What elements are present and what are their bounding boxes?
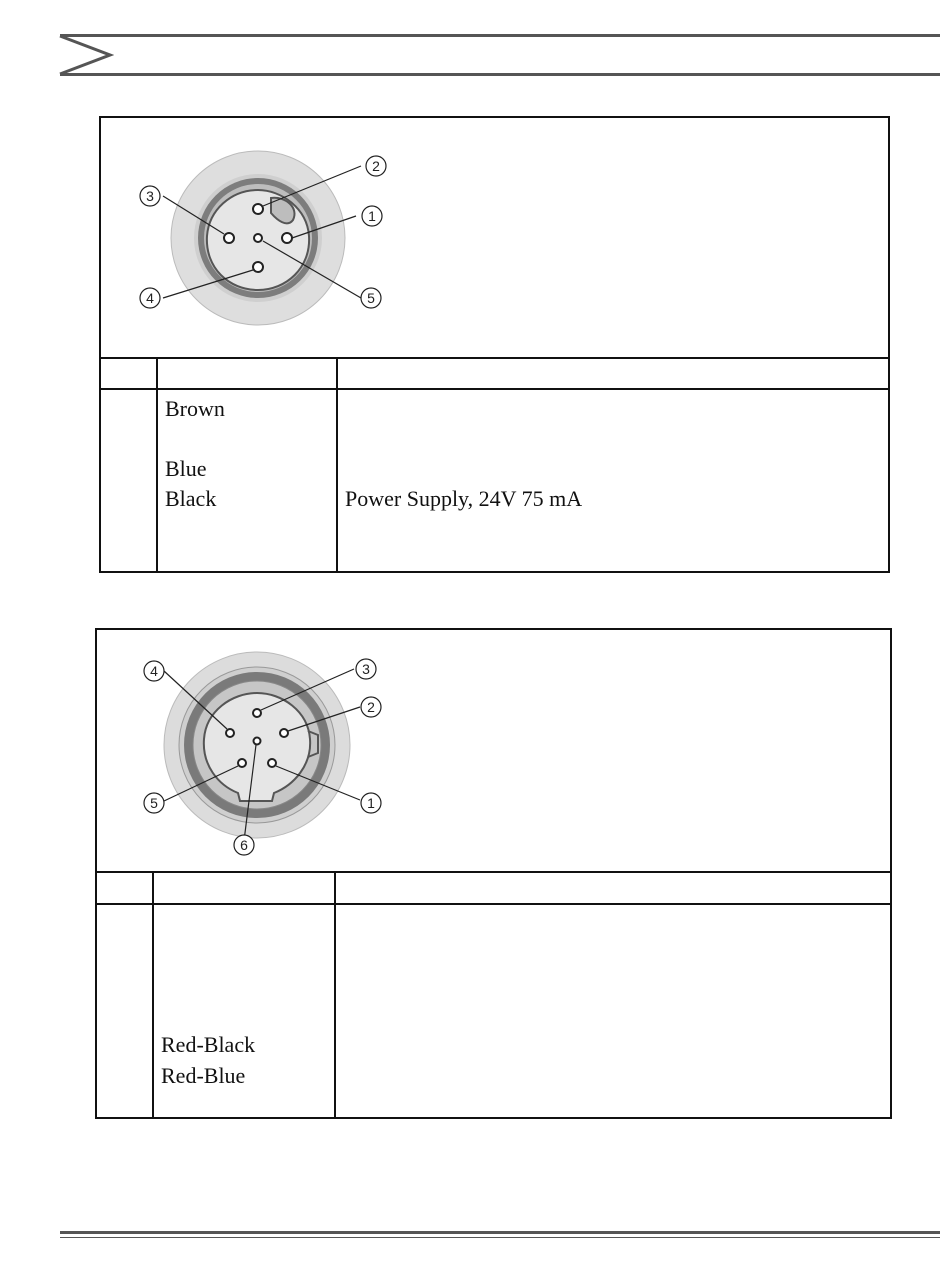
header-rule-bottom [60, 73, 940, 76]
pin-5 [254, 234, 262, 242]
header-rule-top [60, 34, 940, 37]
pin-1 [268, 759, 276, 767]
connector-2-panel [95, 628, 892, 1119]
callout-5: 5 [367, 290, 375, 306]
connector-1-diagram-area [101, 118, 888, 359]
pin-2 [280, 729, 288, 737]
connector-2-table-header [97, 871, 890, 905]
connector-1-diagram [131, 128, 431, 358]
header-chevron-icon [58, 34, 114, 78]
wire-color-red-blue: Red-Blue [161, 1063, 246, 1088]
wire-color-black: Black [165, 486, 217, 511]
footer-rule-thick [60, 1231, 940, 1234]
callout-3: 3 [362, 661, 370, 677]
callout-2: 2 [372, 158, 380, 174]
pin-3 [224, 233, 234, 243]
callout-3: 3 [146, 188, 154, 204]
callout-2: 2 [367, 699, 375, 715]
connector-2-col-divider-2 [334, 871, 336, 1117]
footer-rule-thin [60, 1237, 940, 1238]
pin-5 [238, 759, 246, 767]
pin-3 [253, 709, 261, 717]
callout-1: 1 [367, 795, 375, 811]
pin-2 [253, 204, 263, 214]
callout-5: 5 [150, 795, 158, 811]
connector-1-panel [99, 116, 890, 573]
connector-1-col-divider-1 [156, 357, 158, 571]
connector-1-col-divider-2 [336, 357, 338, 571]
callout-4: 4 [146, 290, 154, 306]
connector-2-diagram [132, 635, 432, 870]
wire-color-brown: Brown [165, 396, 225, 421]
callout-1: 1 [368, 208, 376, 224]
wire-color-red-black: Red-Black [161, 1032, 256, 1057]
pin-4 [226, 729, 234, 737]
pin-1 [282, 233, 292, 243]
connector-2-diagram-area [97, 630, 890, 873]
callout-4: 4 [150, 663, 158, 679]
connector-1-table-header [101, 357, 888, 390]
callout-6: 6 [240, 837, 248, 853]
connector-2-col-divider-1 [152, 871, 154, 1117]
pin-6 [254, 738, 261, 745]
wire-color-blue: Blue [165, 456, 207, 481]
function-power-supply: Power Supply, 24V 75 mA [345, 486, 583, 511]
pin-4 [253, 262, 263, 272]
